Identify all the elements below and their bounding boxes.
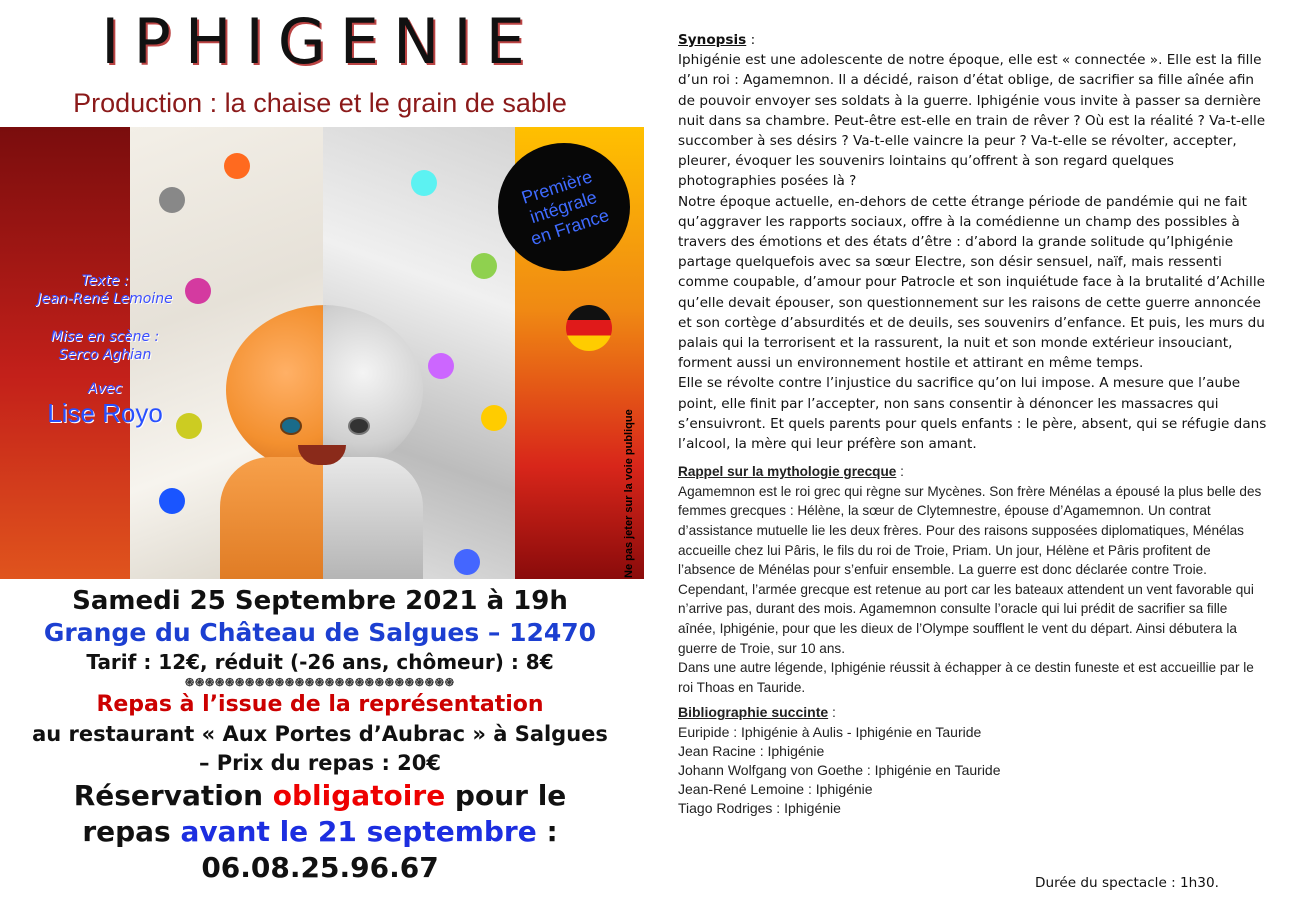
avec-label: Avec xyxy=(87,381,123,397)
mythology-heading: Rappel sur la mythologie grecque xyxy=(678,464,897,480)
bibliography-heading: Bibliographie succinte xyxy=(678,704,829,721)
bibliography-heading-suffix: : xyxy=(828,704,836,721)
german-flag-ball xyxy=(566,305,612,351)
bibliography-heading-line xyxy=(678,703,1268,722)
confetti-dot xyxy=(428,353,454,379)
premiere-text: Première intégrale en France xyxy=(519,165,612,249)
bibliography-item: Jean Racine : Iphigénie xyxy=(678,742,825,759)
texte-author: Jean-René Lemoine xyxy=(37,291,173,307)
page-title: IPHIGENIE xyxy=(101,5,539,78)
synopsis-heading: Synopsis xyxy=(678,32,747,48)
phone-number: 06.08.25.96.67 xyxy=(201,851,439,884)
production-subtitle: Production : la chaise et le grain de sable xyxy=(73,88,567,118)
texte-label: Texte : xyxy=(81,273,129,289)
right-column xyxy=(678,30,1268,819)
poster-credits xyxy=(0,272,210,428)
event-date: Samedi 25 Septembre 2021 à 19h xyxy=(72,586,568,616)
repas-heading: Repas à l’issue de la représentation xyxy=(96,692,544,717)
doll-eye-right xyxy=(348,417,370,435)
synopsis-paragraph-3: Elle se révolte contre l’injustice du sacrifice qu’on lui impose. A mesure que l’aube point, elle finit par l’accepter, non sans consentir à dénoncer les massacres qui s’ensuivront. Et quels parents pour quels enfants : le père, absent, qui se réfugie dans l’alcool, la mère qui leur préfère son amant. xyxy=(678,375,1267,453)
reservation-notice xyxy=(0,778,640,850)
reservation-deadline: avant le 21 septembre xyxy=(180,815,537,848)
reservation-obligatoire: obligatoire xyxy=(272,779,446,812)
confetti-dot xyxy=(411,170,437,196)
mythology-section xyxy=(678,462,1268,697)
confetti-dot xyxy=(224,153,250,179)
bibliography-item: Euripide : Iphigénie à Aulis - Iphigénie en Tauride xyxy=(678,723,982,740)
actress-name: Lise Royo xyxy=(47,398,163,428)
synopsis-paragraph-1: Iphigénie est une adolescente de notre époque, elle est « connectée ». Elle est la fille d’un roi : Agamemnon. Il a décidé, raison d’état oblige, de sacrifier sa fille aînée afin de pouvoir envoyer ses soldats à la guerre. Iphigénie vous invite à passer sa dernière nuit dans sa chambre. Peut-être est-elle en train de rêver ? Où est la réalité ? Va-t-elle succomber à ses désirs ? Va-t-elle vaincre la peur ? Va-t-elle se révolter, accepter, pleurer, évoquer les souvenirs lointains qu’offrent à son regard quelques photographies posées là ? xyxy=(678,52,1266,190)
reservation-text-2: pour le repas xyxy=(82,779,567,848)
confetti-dot xyxy=(159,187,185,213)
confetti-dot xyxy=(481,405,507,431)
mythology-heading-suffix: : xyxy=(896,464,904,480)
confetti-dot xyxy=(159,488,185,514)
reservation-text-1: Réservation xyxy=(73,779,273,812)
bibliography-item: Jean-René Lemoine : Iphigénie xyxy=(678,781,873,798)
vertical-note: Ne pas jeter sur la voie publique xyxy=(623,409,635,578)
confetti-dot xyxy=(471,253,497,279)
bibliography-section xyxy=(678,703,1268,818)
mythology-paragraph-1: Agamemnon est le roi grec qui règne sur Mycènes. Son frère Ménélas a épousé la plus belle des femmes grecques : Hélène, la sœur de Clytemnestre, épouse d’Agamemnon. Un contrat d’assistance mutuelle lie les deux frères. Pour des raisons supposées diplomatiques, Ménélas accueille chez lui Pâris, le fils du roi de Troie, Priam. Un jour, Hélène et Pâris profitent de l’absence de Ménélas pour s’enfuir ensemble. La guerre est donc déclarée contre Troie. Cependant, l’armée grecque est retenue au port car les bateaux attendent un vent favorable qui n’arrive pas, durant des mois. Agamemnon consulte l’oracle qui lui prédit de sacrifier sa fille aînée, Iphigénie, pour que les dieux de l’Olympe soufflent le vent du départ. Ainsi débutera la guerre de Troie, sur 10 ans. xyxy=(678,483,1262,656)
restaurant-info: au restaurant « Aux Portes d’Aubrac » à Salgues – Prix du repas : 20€ xyxy=(32,722,608,775)
synopsis-paragraph-2: Notre époque actuelle, en-dehors de cette étrange période de pandémie qui ne fait qu’aggraver les rapports sociaux, offre à la comédienne un champ des possibles à travers des émotions et des états d’être : d’abord la grande solitude qu’Iphigénie partage quelquefois avec sa sœur Electre, son désir sensuel, naïf, mais ressenti comme coupable, d’amour pour Patrocle et son inquiétude face à la brutalité d’Achille qu’elle devait épouser, son questionnement sur les raisons de cette guerre annoncée et son cortège d’absurdités et de deuils, ses souvenirs d’enfance. Et puis, les murs du palais qui la terrorisent et la rassurent, la nuit et son monde extérieur insouciant, forment aussi un environnement hostile et attirant en même temps. xyxy=(678,193,1265,372)
doll-eye-left xyxy=(280,417,302,435)
synopsis-heading-line xyxy=(678,30,1268,50)
doll-body-grey xyxy=(323,457,423,579)
mise-en-scene-label: Mise en scène : xyxy=(50,329,160,345)
poster-image xyxy=(0,127,644,579)
mythology-paragraph-2: Dans une autre légende, Iphigénie réussit à échapper à ce destin funeste et est accueillie par le roi Thoas en Tauride. xyxy=(678,660,1254,695)
bibliography-item: Tiago Rodriges : Iphigénie xyxy=(678,800,841,817)
event-info xyxy=(0,584,640,886)
premiere-badge xyxy=(498,143,630,271)
event-venue: Grange du Château de Salgues – 12470 xyxy=(43,618,597,647)
separator: ֍֍֍֍֍֍֍֍֍֍֍֍֍֍֍֍֍֍֍֍֍֍֍֍֍֍֍ xyxy=(185,676,455,689)
mise-en-scene-name: Serco Aghian xyxy=(58,347,152,363)
bibliography-item: Johann Wolfgang von Goethe : Iphigénie en Tauride xyxy=(678,762,1001,778)
show-duration: Durée du spectacle : 1h30. xyxy=(1035,875,1219,891)
confetti-dot xyxy=(454,549,480,575)
doll-body-color xyxy=(220,457,323,579)
event-tarif: Tarif : 12€, réduit (-26 ans, chômeur) : 8€ xyxy=(86,650,554,674)
mythology-heading-line xyxy=(678,462,1268,482)
reservation-text-3: : xyxy=(536,815,558,848)
synopsis-heading-suffix: : xyxy=(746,32,756,48)
